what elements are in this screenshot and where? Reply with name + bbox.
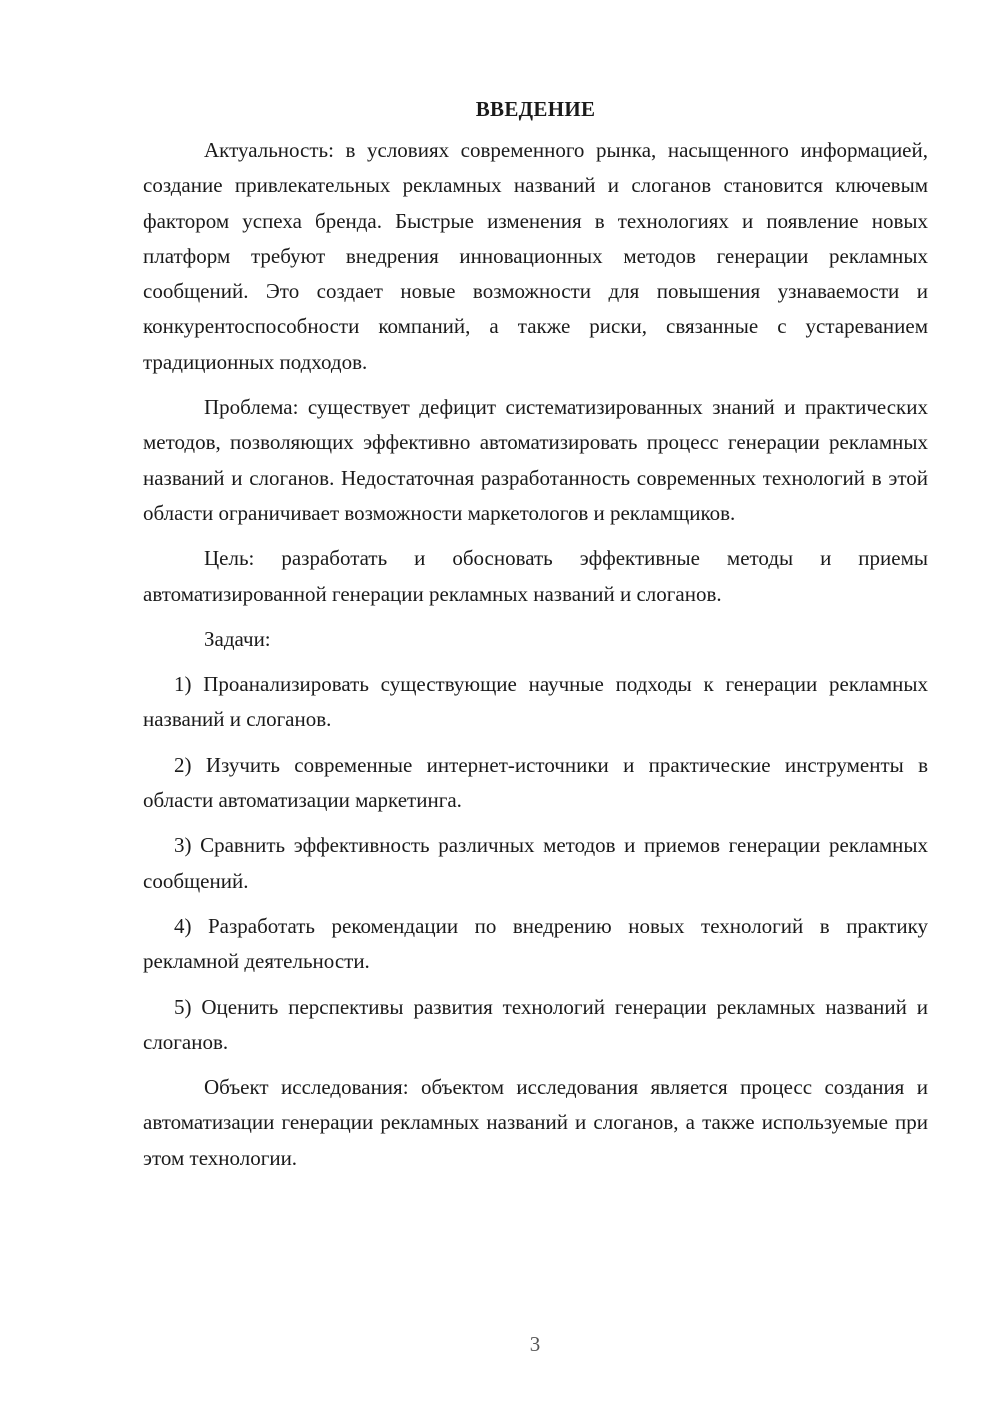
page-number: 3 xyxy=(529,1332,541,1356)
paragraph-problem: Проблема: существует дефицит систематизированных знаний и практических методов, позволяющих эффективно автоматизировать процесс генерации рекламных названий и слоганов. Недостаточная разработанность современных технологий в этой области ограничивает возможности маркетологов и рекламщиков. xyxy=(143,395,928,525)
task-item-3: 3) Сравнить эффективность различных методов и приемов генерации рекламных сообщений. xyxy=(143,833,928,893)
tasks-label: Задачи: xyxy=(204,626,271,651)
task-item-4: 4) Разработать рекомендации по внедрению новых технологий в практику рекламной деятельности. xyxy=(143,913,928,974)
section-heading: ВВЕДЕНИЕ xyxy=(475,97,596,121)
paragraph-goal: Цель: разработать и обосновать эффективные методы и приемы автоматизированной генерации рекламных названий и слоганов. xyxy=(143,546,928,606)
document-page xyxy=(143,92,928,1186)
paragraph-relevance: Актуальность: в условиях современного рынка, насыщенного информацией, создание привлекательных рекламных названий и слоганов становится ключевым фактором успеха бренда. Быстрые изменения в технологиях и появление новых платформ требуют внедрения инновационных методов генерации рекламных сообщений. Это создает новые возможности для повышения узнаваемости и конкурентоспособности компаний, а также риски, связанные с устареванием традиционных подходов. xyxy=(143,138,928,374)
task-item-5: 5) Оценить перспективы развития технологий генерации рекламных названий и слоганов. xyxy=(143,994,928,1054)
paragraph-object: Объект исследования: объектом исследования является процесс создания и автоматизации генерации рекламных названий и слоганов, а также используемые при этом технологии. xyxy=(143,1075,928,1170)
task-item-2: 2) Изучить современные интернет-источники и практические инструменты в области автоматизации маркетинга. xyxy=(143,752,928,813)
task-item-1: 1) Проанализировать существующие научные подходы к генерации рекламных названий и слоганов. xyxy=(143,672,928,732)
